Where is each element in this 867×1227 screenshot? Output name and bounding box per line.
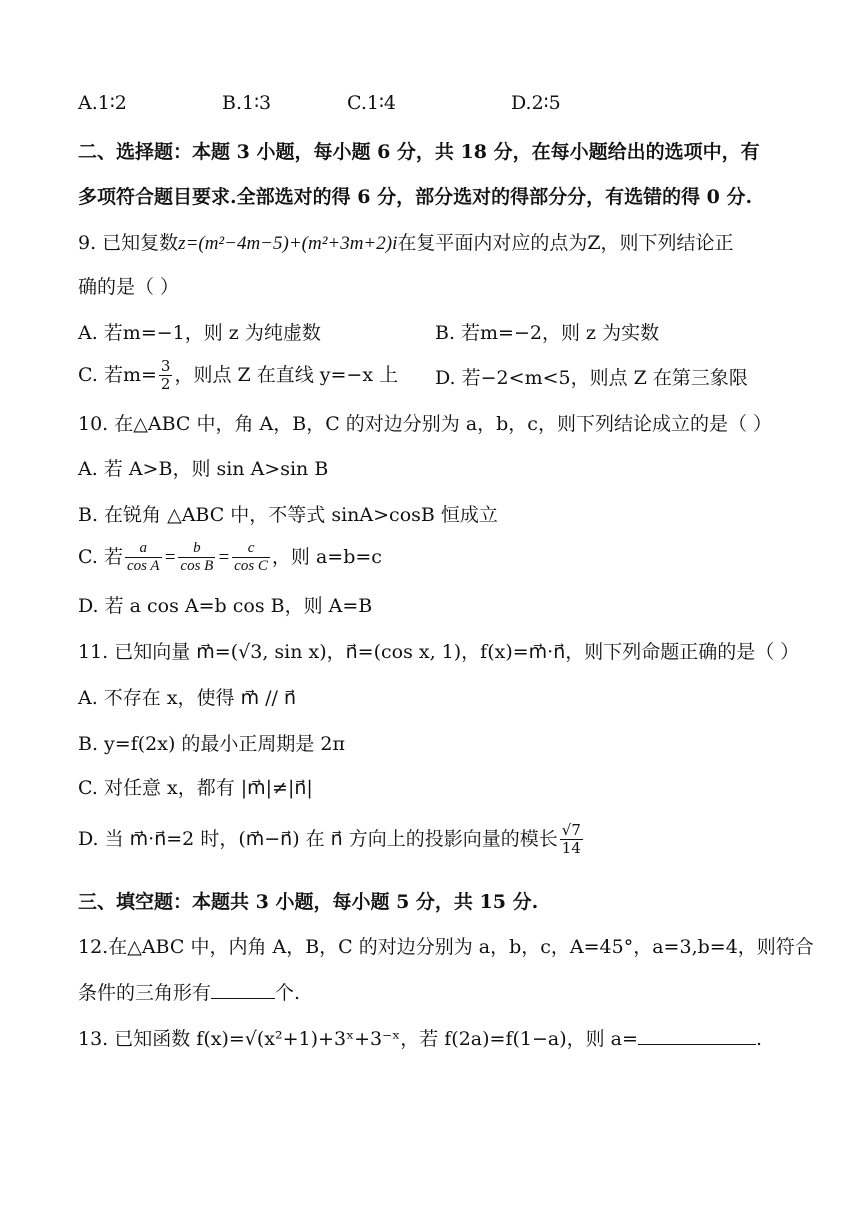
q13-line <box>78 1028 762 1051</box>
fraction-denominator: cos C <box>234 558 268 575</box>
fraction-numerator: √7 <box>561 821 581 839</box>
q8-option-d: D.2∶5 <box>511 92 561 114</box>
fraction-denominator: cos B <box>180 558 214 575</box>
q9-option-b: B. 若m=−2，则 z 为实数 <box>435 322 660 344</box>
fraction-denominator: 14 <box>561 839 581 858</box>
q9-option-c-suffix: ，则点 Z 在直线 y=−x 上 <box>174 363 399 386</box>
q12-line2-suffix: 个. <box>275 982 301 1004</box>
q10-option-c-suffix: ，则 a=b=c <box>271 545 382 568</box>
q9-formula: z=(m²−4m−5)+(m²+3m+2)i <box>178 233 398 254</box>
q8-option-a: A.1∶2 <box>78 92 127 114</box>
q11-option-b: B. y=f(2x) 的最小正周期是 2π <box>78 733 346 755</box>
q9-option-c-fraction <box>159 358 173 394</box>
q13-answer-blank <box>638 1028 756 1045</box>
q12-line2-prefix: 条件的三角形有 <box>78 982 212 1004</box>
q10-option-a: A. 若 A>B，则 sin A>sin B <box>78 458 329 480</box>
q11-option-d-prefix: D. 当 m⃗·n⃗=2 时，(m⃗−n⃗) 在 n⃗ 方向上的投影向量的模长 <box>78 827 558 850</box>
q10-option-c: C. 若 $\frac{a}{\text{cos A}}$ = $\frac{b}{\text{cos B}}$ = $\frac{c}{\text{cos C}}$ ，则 a=b=c <box>78 540 382 575</box>
q10-option-c-prefix: C. 若 <box>78 545 123 568</box>
q11-stem: 11. 已知向量 m⃗=(√3, sin x)，n⃗=(cos x, 1)，f(x)=m⃗·n⃗，则下列命题正确的是（ ） <box>78 641 800 663</box>
q11-option-c: C. 对任意 x，都有 |m⃗|≠|n⃗| <box>78 777 313 799</box>
q10-stem: 10. 在△ABC 中，角 A，B，C 的对边分别为 a，b，c，则下列结论成立的是（ ） <box>78 413 772 435</box>
section2-title-line2: 多项符合题目要求.全部选对的得 6 分，部分选对的得部分分，有选错的得 0 分. <box>78 186 753 208</box>
q9-option-d: D. 若−2<m<5，则点 Z 在第三象限 <box>435 367 748 389</box>
q8-option-c: C.1∶4 <box>347 92 397 114</box>
q12-line1: 12.在△ABC 中，内角 A，B，C 的对边分别为 a，b，c，A=45°，a=3,b=4，则符合 <box>78 936 814 958</box>
q13-suffix: . <box>755 1028 762 1050</box>
q10-option-d: D. 若 a cos A=b cos B，则 A=B <box>78 595 373 617</box>
fraction-denominator: 2 <box>160 375 171 394</box>
q9-stem-line2: 确的是（ ） <box>78 276 180 298</box>
q10-fraction-b <box>178 540 215 576</box>
fraction-numerator: b <box>178 540 215 558</box>
q10-option-b: B. 在锐角 △ABC 中，不等式 sinA>cosB 恒成立 <box>78 504 498 526</box>
fraction-denominator: cos A <box>126 558 160 575</box>
q9-option-c <box>78 358 398 394</box>
q9-stem <box>78 232 734 256</box>
q13-prefix: 13. 已知函数 f(x)=√(x²+1)+3ˣ+3⁻ˣ，若 f(2a)=f(1−a)，则 a= <box>78 1028 638 1050</box>
q9-stem-prefix: 9. 已知复数 <box>78 232 179 254</box>
fraction-numerator: 3 <box>160 357 171 375</box>
q10-fraction-c <box>232 540 270 576</box>
q9-stem-suffix: 在复平面内对应的点为Z，则下列结论正 <box>397 232 734 254</box>
q11-option-a: A. 不存在 x，使得 m⃗ // n⃗ <box>78 687 297 709</box>
q12-line2 <box>78 982 300 1005</box>
q9-option-c-prefix: C. 若m= <box>78 363 157 386</box>
fraction-numerator: c <box>232 540 270 558</box>
section3-title: 三、填空题：本题共 3 小题，每小题 5 分，共 15 分. <box>78 891 539 913</box>
section2-title-line1: 二、选择题：本题 3 小题，每小题 6 分，共 18 分，在每小题给出的选项中，有 <box>78 141 760 163</box>
q8-option-b: B.1∶3 <box>222 92 272 114</box>
q9-option-a: A. 若m=−1，则 z 为纯虚数 <box>78 322 321 344</box>
q11-option-d <box>78 822 585 858</box>
fraction-numerator: a <box>125 540 162 558</box>
q11-option-d-fraction <box>560 822 583 858</box>
q12-answer-blank <box>211 982 275 999</box>
q10-fraction-a <box>125 540 162 576</box>
